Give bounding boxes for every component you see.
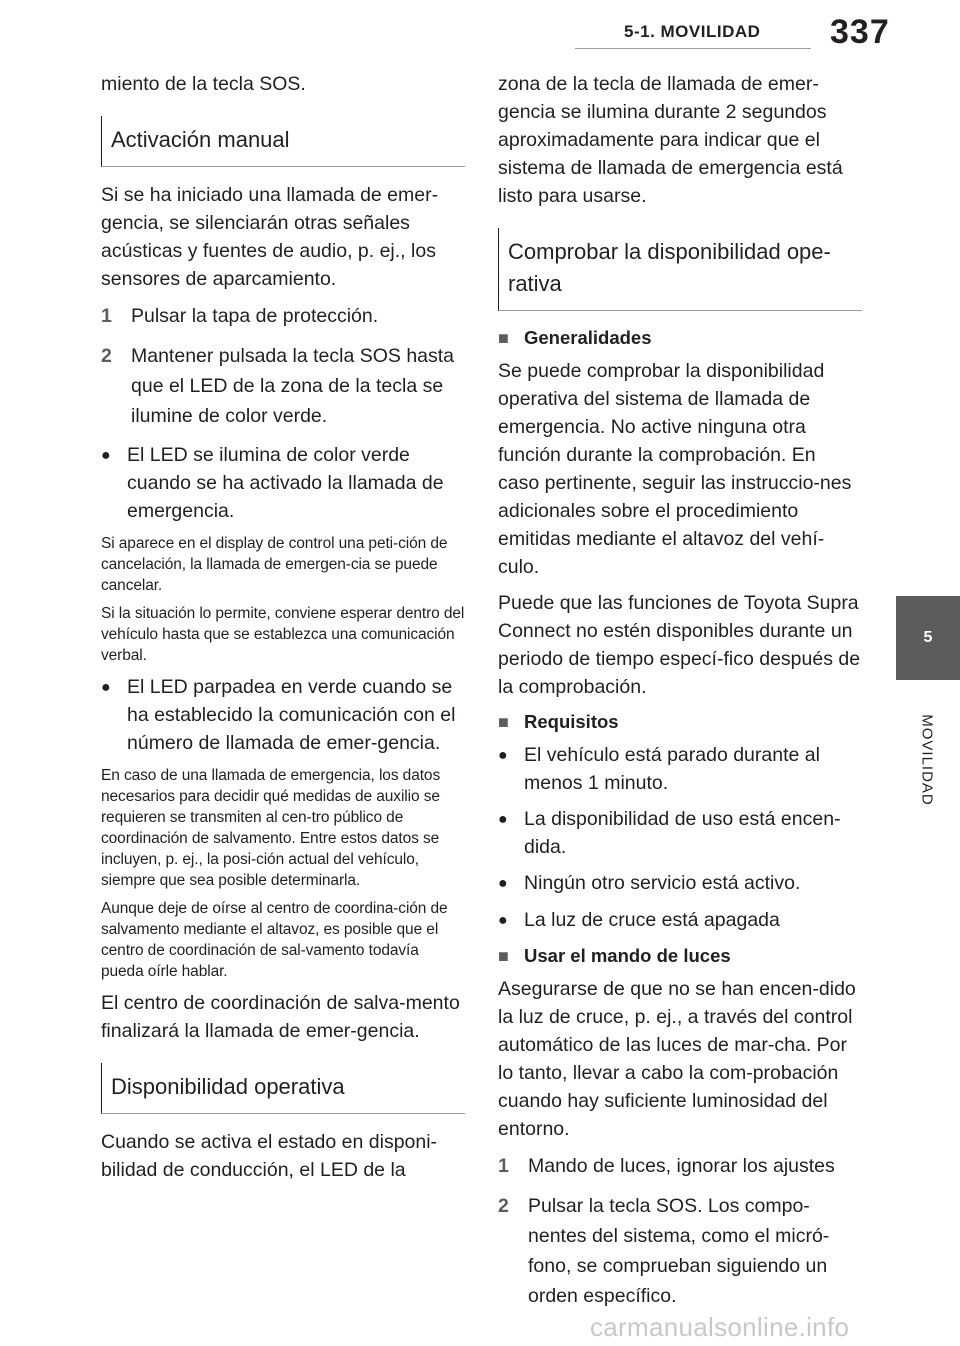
note-text: Aunque deje de oírse al centro de coordina-ción de salvamento mediante el altavoz, es posible que el centro de coordinación de sal-vamento todavía pueda oírle hablar. <box>101 900 448 980</box>
bullet-item <box>498 869 862 898</box>
note-text: Si la situación lo permite, conviene esperar dentro del vehículo hasta que se establezca una comunicación verbal. <box>101 605 465 664</box>
square-bullet-icon: ■ <box>498 328 509 348</box>
bullet-item <box>498 906 862 935</box>
step-text: Pulsar la tapa de protección. <box>131 305 379 327</box>
bullet-dot-icon: ● <box>101 679 111 696</box>
square-bullet-icon: ■ <box>498 946 509 966</box>
bullet-item <box>101 673 465 757</box>
step-item <box>498 1191 862 1311</box>
header-section-title: 5-1. MOVILIDAD <box>624 22 761 41</box>
header-rule <box>575 48 811 49</box>
subheading-text: Generalidades <box>524 327 652 348</box>
paragraph: Se puede comprobar la disponibilidad operativa del sistema de llamada de emergencia. No active ninguna otra función durante la comprobación. En caso pertinente, seguir las instruccio-nes adicionales sobre el procedimiento emitidas mediante el altavoz del vehí-culo. <box>498 360 852 578</box>
paragraph: Asegurarse de que no se han encen-dido la luz de cruce, p. ej., a través del control automático de las luces de mar-cha. Por lo tanto, llevar a cabo la com-probación cuando hay suficiente luminosidad del entorno. <box>498 978 856 1140</box>
note-text: Si aparece en el display de control una peti-ción de cancelación, la llamada de emergen-cia se puede cancelar. <box>101 535 448 594</box>
step-item <box>498 1151 862 1181</box>
left-column <box>101 70 465 1192</box>
bullet-text: El LED se ilumina de color verde cuando se ha activado la llamada de emergencia. <box>127 444 444 522</box>
section-heading-comprobar-disponibilidad: Comprobar la disponibilidad ope-rativa <box>498 228 862 311</box>
square-bullet-icon: ■ <box>498 712 509 732</box>
subheading-text: Usar el mando de luces <box>524 945 731 966</box>
bullet-text: Ningún otro servicio está activo. <box>524 872 801 894</box>
bullet-item <box>498 805 862 861</box>
section-heading-disponibilidad-operativa: Disponibilidad operativa <box>101 1063 465 1114</box>
bullet-dot-icon: ● <box>498 875 508 892</box>
chapter-tab[interactable] <box>896 596 960 680</box>
bullet-dot-icon: ● <box>101 447 111 464</box>
right-column <box>498 70 862 1321</box>
subheading-text: Requisitos <box>524 711 619 732</box>
paragraph: Si se ha iniciado una llamada de emer-gencia, se silenciarán otras señales acústicas y fuentes de audio, p. ej., los sensores de aparcamiento. <box>101 184 439 290</box>
bullet-text: La disponibilidad de uso está encen-dida. <box>524 808 841 858</box>
bullet-item <box>101 441 465 525</box>
bullet-dot-icon: ● <box>498 912 508 929</box>
subheading <box>498 943 862 969</box>
paragraph: zona de la tecla de llamada de emer-gencia se ilumina durante 2 segundos aproximadamente para indicar que el sistema de llamada de emergencia está listo para usarse. <box>498 73 843 207</box>
bullet-dot-icon: ● <box>498 811 508 828</box>
paragraph: Cuando se activa el estado en disponi-bilidad de conducción, el LED de la <box>101 1131 438 1181</box>
step-item <box>101 341 465 431</box>
subheading <box>498 709 862 735</box>
step-number: 1 <box>498 1155 509 1177</box>
bullet-item <box>498 741 862 797</box>
subheading <box>498 325 862 351</box>
step-text: Mando de luces, ignorar los ajustes <box>528 1155 835 1177</box>
bullet-text: El vehículo está parado durante al menos 1 minuto. <box>524 744 820 794</box>
step-number: 1 <box>101 305 112 327</box>
chapter-number: 5 <box>923 629 933 646</box>
watermark-text: carmanualsonline.info <box>590 1312 850 1342</box>
paragraph: miento de la tecla SOS. <box>101 73 306 95</box>
step-number: 2 <box>498 1195 509 1217</box>
paragraph: Puede que las funciones de Toyota Supra Connect no estén disponibles durante un periodo de tiempo especí-fico después de la comprobación. <box>498 592 861 698</box>
step-number: 2 <box>101 345 112 367</box>
step-text: Mantener pulsada la tecla SOS hasta que el LED de la zona de la tecla se ilumine de color verde. <box>131 345 455 427</box>
chapter-side-label <box>900 700 954 820</box>
chapter-label-text: MOVILIDAD <box>918 714 936 806</box>
section-heading-activacion-manual: Activación manual <box>101 116 465 167</box>
bullet-text: La luz de cruce está apagada <box>524 909 780 931</box>
step-item <box>101 301 465 331</box>
bullet-dot-icon: ● <box>498 747 508 764</box>
bullet-text: El LED parpadea en verde cuando se ha establecido la comunicación con el número de llamada de emer-gencia. <box>127 676 456 754</box>
paragraph: El centro de coordinación de salva-mento finalizará la llamada de emer-gencia. <box>101 992 460 1042</box>
page-number: 337 <box>830 13 890 51</box>
note-text: En caso de una llamada de emergencia, los datos necesarios para decidir qué medidas de auxilio se requieren se transmiten al cen-tro público de coordinación de salvamento. Entre estos datos se incluyen, p. ej., la posi-ción actual del vehículo, siempre que sea posible determinarla. <box>101 767 441 889</box>
step-text: Pulsar la tecla SOS. Los compo-nentes del sistema, como el micró-fono, se comprueban siguiendo un orden específico. <box>528 1195 830 1307</box>
